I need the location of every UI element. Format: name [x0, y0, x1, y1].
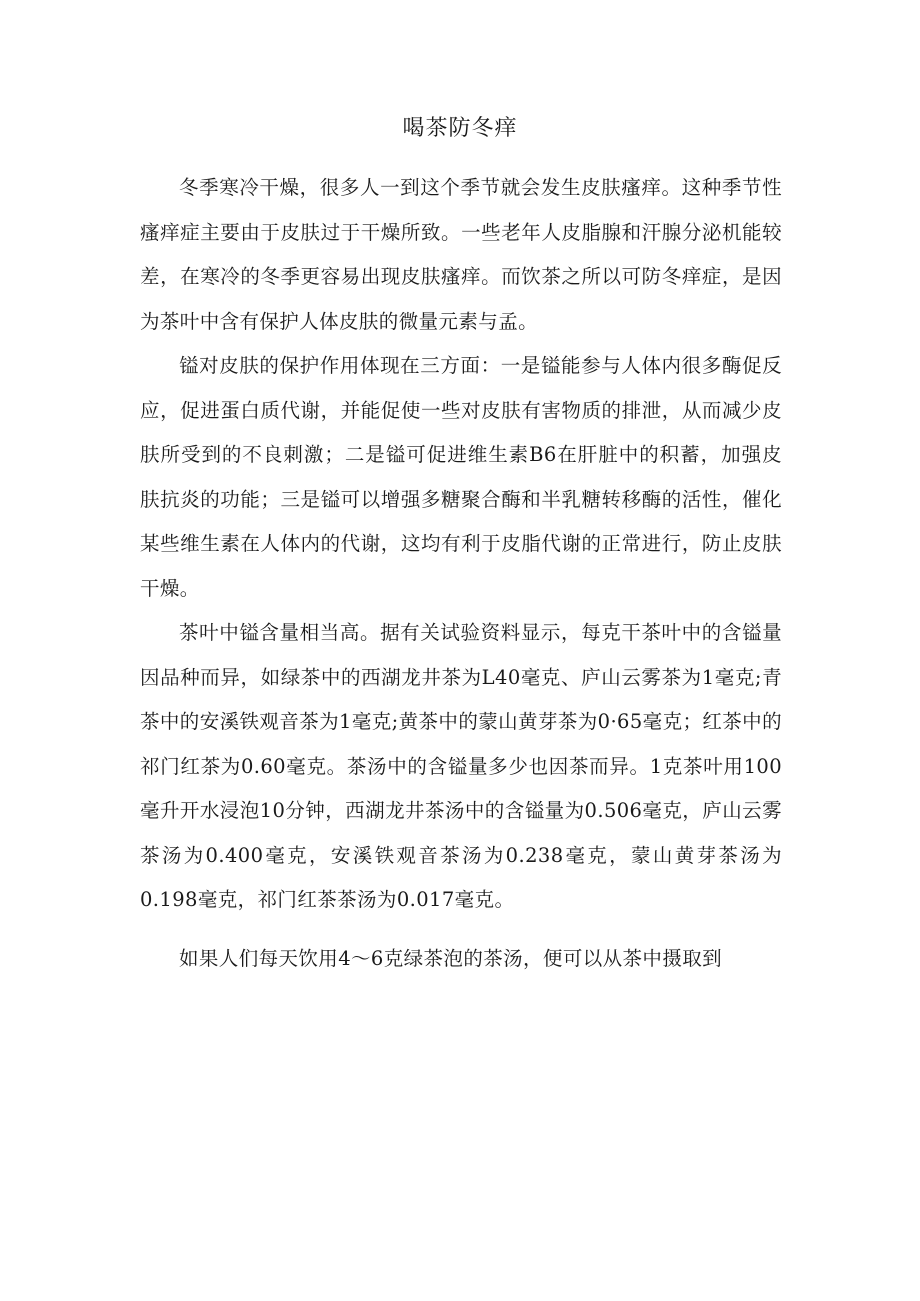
paragraph-4: 如果人们每天饮用4～6克绿茶泡的茶汤，便可以从茶中摄取到: [179, 946, 723, 970]
article-body: [140, 166, 782, 981]
paragraph-1: 冬季寒冷干燥，很多人一到这个季节就会发生皮肤瘙痒。这种季节性瘙痒症主要由于皮肤过于干燥所致。一些老年人皮脂腺和汗腺分泌机能较差，在寒冷的冬季更容易出现皮肤瘙痒。而饮茶之所以可防冬痒症，是因为茶叶中含有保护人体皮肤的微量元素与孟。: [140, 176, 782, 333]
paragraph-2: 镒对皮肤的保护作用体现在三方面：一是镒能参与人体内很多酶促反应，促进蛋白质代谢，并能促使一些对皮肤有害物质的排泄，从而减少皮肤所受到的不良刺激；二是镒可促进维生素B6在肝脏中的积蓄，加强皮肤抗炎的功能；三是镒可以增强多糖聚合酶和半乳糖转移酶的活性，催化某些维生素在人体内的代谢，这均有利于皮脂代谢的正常进行，防止皮肤干燥。: [140, 354, 782, 600]
page-title: 喝茶防冬痒: [402, 116, 518, 141]
paragraph-3: 茶叶中镒含量相当高。据有关试验资料显示，每克干茶叶中的含镒量因品种而异，如绿茶中的西湖龙井茶为L40毫克、庐山云雾茶为1毫克;青茶中的安溪铁观音茶为1毫克;黄茶中的蒙山黄芽茶为0·65毫克；红茶中的祁门红茶为0.60毫克。茶汤中的含镒量多少也因茶而异。1克茶叶用100毫升开水浸泡10分钟，西湖龙井茶汤中的含镒量为0.506毫克，庐山云雾茶汤为0.400毫克，安溪铁观音茶汤为0.238毫克，蒙山黄芽茶汤为0.198毫克，祁门红茶茶汤为0.017毫克。: [140, 621, 782, 911]
